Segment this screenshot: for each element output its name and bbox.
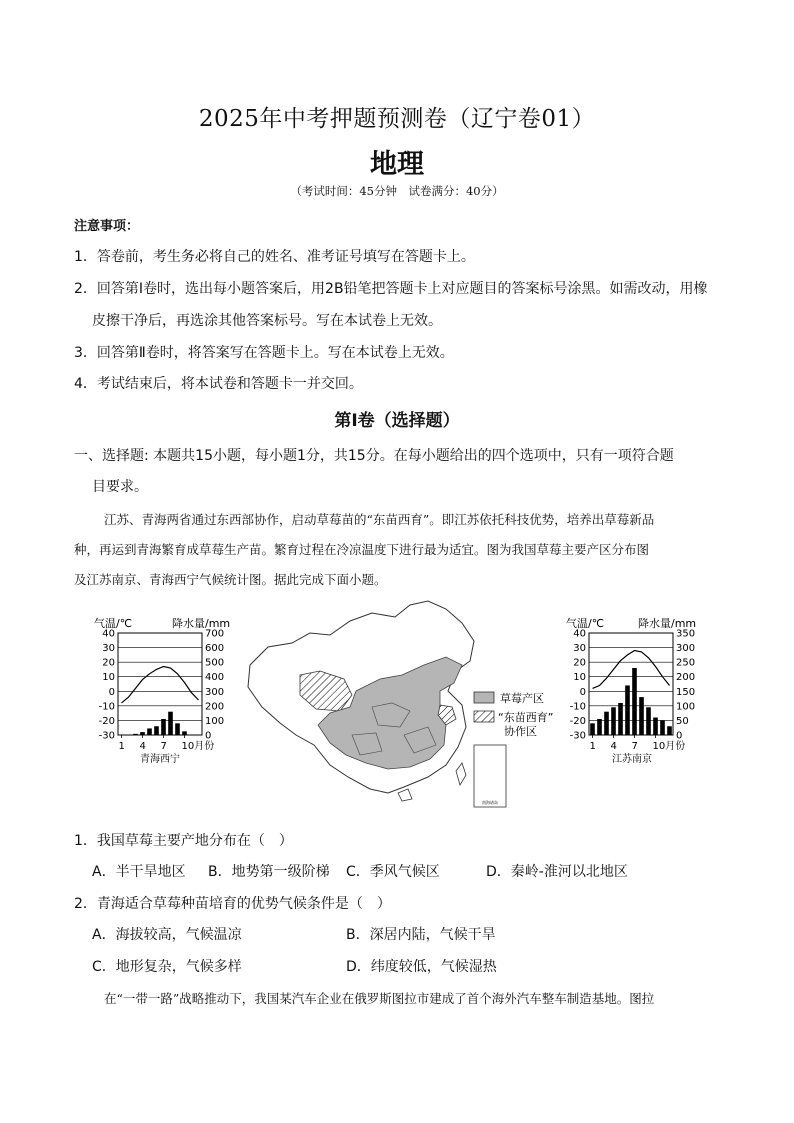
precip-bar bbox=[618, 703, 623, 735]
x-tick-label: 7 bbox=[631, 741, 638, 752]
precip-tick-label: 300 bbox=[205, 686, 225, 698]
question-2-option-b[interactable]: B．深居内陆，气候干旱 bbox=[346, 927, 496, 943]
question-2-stem: 2．青海适合草莓种苗培育的优势气候条件是（ ） bbox=[74, 896, 391, 912]
temp-tick-label: 20 bbox=[573, 657, 586, 669]
temp-tick-label: -30 bbox=[98, 730, 115, 742]
question-2-option-d[interactable]: D．纬度较低，气候湿热 bbox=[346, 959, 497, 975]
notice-item: 2．回答第Ⅰ卷时，选出每小题答案后，用2B铅笔把答题卡上对应题目的答案标号涂黑。如需改动，用橡 bbox=[74, 281, 708, 297]
precip-tick-label: 300 bbox=[676, 643, 696, 655]
passage-line: 及江苏南京、青海西宁气候统计图。据此完成下面小题。 bbox=[74, 572, 387, 587]
right-axis-label: 降水量/mm bbox=[172, 617, 231, 630]
chart-title: 青海西宁 bbox=[140, 754, 180, 765]
precip-bar bbox=[632, 668, 637, 735]
precip-tick-label: 200 bbox=[205, 701, 225, 713]
x-tick-label: 1 bbox=[118, 741, 125, 752]
notice-item: 1．答卷前，考生务必将自己的姓名、准考证号填写在答题卡上。 bbox=[74, 249, 475, 265]
section-title: 第Ⅰ卷（选择题） bbox=[334, 411, 460, 431]
temp-tick-label: 10 bbox=[573, 672, 586, 684]
precip-bar bbox=[597, 719, 602, 735]
precip-tick-label: 200 bbox=[676, 672, 696, 684]
question-2-option-a[interactable]: A．海拔较高，气候温凉 bbox=[92, 927, 242, 943]
temp-tick-label: 30 bbox=[573, 643, 586, 655]
precip-bar bbox=[175, 723, 180, 735]
legend-swatch-producing bbox=[474, 692, 494, 703]
south-china-sea-inset bbox=[474, 745, 506, 807]
precip-bar bbox=[604, 712, 609, 735]
taiwan bbox=[456, 763, 466, 785]
map-legend bbox=[474, 691, 553, 738]
plot-frame bbox=[118, 633, 202, 735]
precip-bar bbox=[140, 732, 145, 735]
part-one-instructions-cont: 目要求。 bbox=[92, 479, 148, 495]
precip-tick-label: 600 bbox=[205, 643, 225, 655]
question-1-option-a[interactable]: A．半干旱地区 bbox=[92, 864, 186, 880]
x-tick-label: 1 bbox=[589, 741, 596, 752]
chart-nanjing bbox=[566, 616, 696, 765]
legend-swatch-coop bbox=[474, 711, 494, 722]
temp-tick-label: 10 bbox=[102, 672, 115, 684]
precip-bar bbox=[590, 723, 595, 735]
precip-bar bbox=[625, 685, 630, 735]
precip-bar bbox=[667, 726, 672, 735]
temp-tick-label: -10 bbox=[98, 701, 115, 713]
precip-bar bbox=[653, 718, 658, 735]
precip-bar bbox=[161, 719, 166, 735]
notice-item: 4．考试结束后，将本试卷和答题卡一并交回。 bbox=[74, 376, 363, 392]
temp-tick-label: 0 bbox=[579, 686, 586, 698]
temperature-curve bbox=[122, 667, 199, 703]
china-map bbox=[248, 601, 506, 807]
chart-title: 江苏南京 bbox=[612, 754, 652, 765]
temp-tick-label: 40 bbox=[573, 628, 586, 640]
x-tick-label: 7 bbox=[160, 741, 167, 752]
precip-tick-label: 100 bbox=[676, 701, 696, 713]
exam-meta: （考试时间：45分钟 试卷满分：40分） bbox=[290, 184, 504, 198]
precip-tick-label: 250 bbox=[676, 657, 696, 669]
precip-tick-label: 700 bbox=[205, 628, 225, 640]
question-1-stem: 1．我国草莓主要产地分布在（ ） bbox=[74, 833, 293, 849]
notice-heading: 注意事项： bbox=[74, 219, 140, 234]
question-1-option-b[interactable]: B．地势第一级阶梯 bbox=[208, 864, 330, 880]
precip-bar bbox=[147, 728, 152, 735]
figure bbox=[0, 595, 794, 810]
temp-tick-label: 20 bbox=[102, 657, 115, 669]
temp-tick-label: 40 bbox=[102, 628, 115, 640]
precip-bar bbox=[639, 697, 644, 735]
next-passage-line: 在“一带一路”战略推动下，我国某汽车企业在俄罗斯图拉市建成了首个海外汽车整车制造基地。图拉 bbox=[104, 991, 655, 1006]
temp-tick-label: 30 bbox=[102, 643, 115, 655]
question-2-option-c[interactable]: C．地形复杂，气候多样 bbox=[92, 959, 242, 975]
temperature-curve bbox=[593, 651, 670, 689]
inset-label: 南海诸岛 bbox=[482, 800, 498, 805]
precip-tick-label: 400 bbox=[205, 672, 225, 684]
passage-line: 种，再运到青海繁育成草莓生产苗。繁育过程在冷凉温度下进行最为适宜。图为我国草莓主要产区分布图 bbox=[74, 542, 650, 557]
temp-tick-label: 0 bbox=[108, 686, 115, 698]
precip-bar bbox=[154, 726, 159, 735]
left-axis-label: 气温/℃ bbox=[94, 617, 133, 630]
question-1-option-d[interactable]: D．秦岭-淮河以北地区 bbox=[486, 864, 628, 880]
left-axis-label: 气温/℃ bbox=[566, 617, 605, 630]
question-1-option-c[interactable]: C．季风气候区 bbox=[346, 864, 440, 880]
precip-bar bbox=[133, 734, 138, 735]
legend-label-coop-1: “东苗西育” bbox=[498, 711, 554, 724]
precip-bar bbox=[182, 731, 187, 735]
temp-tick-label: -30 bbox=[569, 730, 586, 742]
precip-bar bbox=[660, 720, 665, 735]
temp-tick-label: -20 bbox=[98, 715, 115, 727]
x-tick-label: 10月份 bbox=[181, 741, 215, 752]
legend-label-producing: 草莓产区 bbox=[500, 692, 544, 705]
x-tick-label: 10月份 bbox=[652, 741, 686, 752]
passage-line: 江苏、青海两省通过东西部协作，启动草莓苗的“东苗西育”。即江苏依托科技优势，培养出草莓新品 bbox=[104, 512, 655, 527]
precip-bar bbox=[168, 712, 173, 735]
exam-title: 2025年中考押题预测卷（辽宁卷01） bbox=[198, 106, 596, 132]
x-tick-label: 4 bbox=[139, 741, 146, 752]
part-one-instructions: 一、选择题: 本题共15小题，每小题1分，共15分。在每小题给出的四个选项中，只有一项符合题 bbox=[74, 448, 674, 464]
precip-bar bbox=[646, 707, 651, 735]
notice-item: 皮擦干净后，再选涂其他答案标号。写在本试卷上无效。 bbox=[92, 313, 442, 329]
right-axis-label: 降水量/mm bbox=[638, 617, 697, 630]
hainan bbox=[398, 789, 412, 801]
precip-tick-label: 150 bbox=[676, 686, 696, 698]
notice-item: 3．回答第Ⅱ卷时，将答案写在答题卡上。写在本试卷上无效。 bbox=[74, 345, 454, 361]
temp-tick-label: -10 bbox=[569, 701, 586, 713]
legend-label-coop-2: 协作区 bbox=[504, 725, 537, 738]
precip-tick-label: 350 bbox=[676, 628, 696, 640]
precip-tick-label: 0 bbox=[205, 730, 212, 742]
precip-bar bbox=[611, 707, 616, 735]
x-tick-label: 4 bbox=[610, 741, 617, 752]
chart-xining bbox=[94, 616, 230, 765]
precip-tick-label: 0 bbox=[676, 730, 683, 742]
precip-tick-label: 100 bbox=[205, 715, 225, 727]
precip-tick-label: 50 bbox=[676, 715, 689, 727]
temp-tick-label: -20 bbox=[569, 715, 586, 727]
subject-title: 地理 bbox=[370, 149, 424, 180]
precip-tick-label: 500 bbox=[205, 657, 225, 669]
